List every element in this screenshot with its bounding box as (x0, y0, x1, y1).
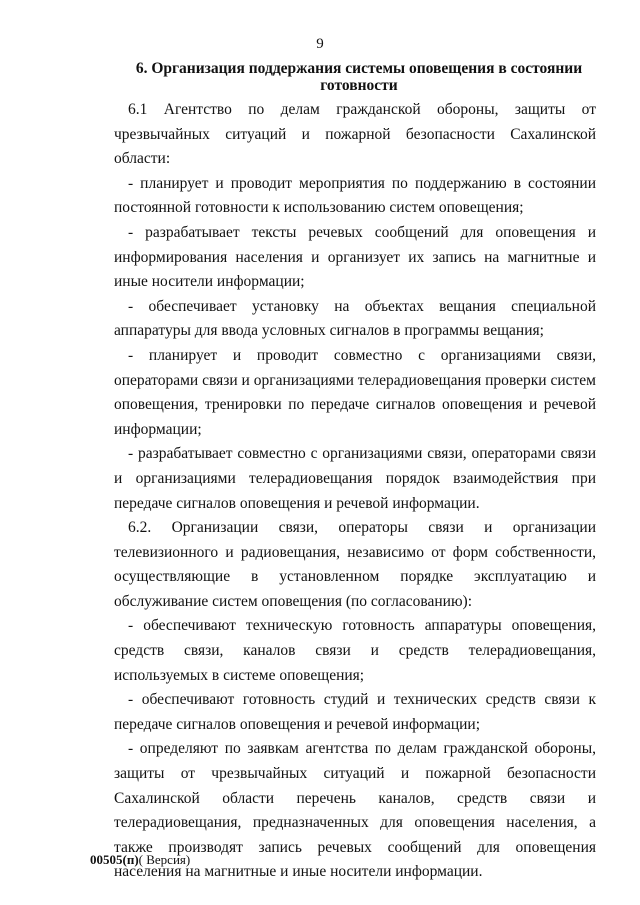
page-number: 9 (316, 36, 324, 52)
list-item: - разрабатывает тексты речевых сообщений для оповещения и информирования населения и организует их запись на магнитные и иные носители информации; (114, 223, 596, 291)
list-item: - определяют по заявкам агентства по делам гражданской обороны, защиты от чрезвычайных ситуаций и пожарной безопасности Сахалинской области перечень каналов, средств связи и телерадиовещания, предназначенных для оповещения населения, а также производят запись речевых сообщений для оповещения населения на магнитные и иные носители информации. (114, 740, 596, 881)
document-version: ( Версия) (138, 852, 191, 867)
document-footer (90, 852, 190, 868)
list-item: - обеспечивает установку на объектах вещания специальной аппаратуры для ввода условных сигналов в программы вещания; (114, 297, 596, 340)
list-item: - обеспечивают техническую готовность аппаратуры оповещения, средств связи, каналов связи и средств телерадиовещания, используемых в системе оповещения; (114, 617, 596, 684)
paragraph-6-2: 6.2. Организации связи, операторы связи и организации телевизионного и радиовещания, независимо от форм собственности, осуществляющие в установленном порядке эксплуатацию и обслуживание систем оповещения (по согласованию): (114, 519, 596, 610)
list-item: - планирует и проводит мероприятия по поддержанию в состоянии постоянной готовности к использованию систем оповещения; (114, 174, 596, 217)
list-item: - обеспечивают готовность студий и технических средств связи к передаче сигналов оповещения и речевой информации; (114, 691, 596, 733)
document-code: 00505(п) (90, 852, 139, 867)
paragraph-6-1: 6.1 Агентство по делам гражданской обороны, защиты от чрезвычайных ситуаций и пожарной безопасности Сахалинской области: (114, 101, 596, 168)
list-item: - разрабатывает совместно с организациями связи, операторами связи и организациями телерадиовещания порядок взаимодействия при передаче сигналов оповещения и речевой информации. (114, 445, 596, 512)
list-item: - планирует и проводит совместно с организациями связи, операторами связи и организациями телерадиовещания проверки систем оповещения, тренировки по передаче сигналов оповещения и речевой информации; (114, 346, 596, 438)
section-title: 6. Организация поддержания системы оповещения в состоянии готовности (135, 60, 583, 94)
section-body (114, 98, 596, 885)
